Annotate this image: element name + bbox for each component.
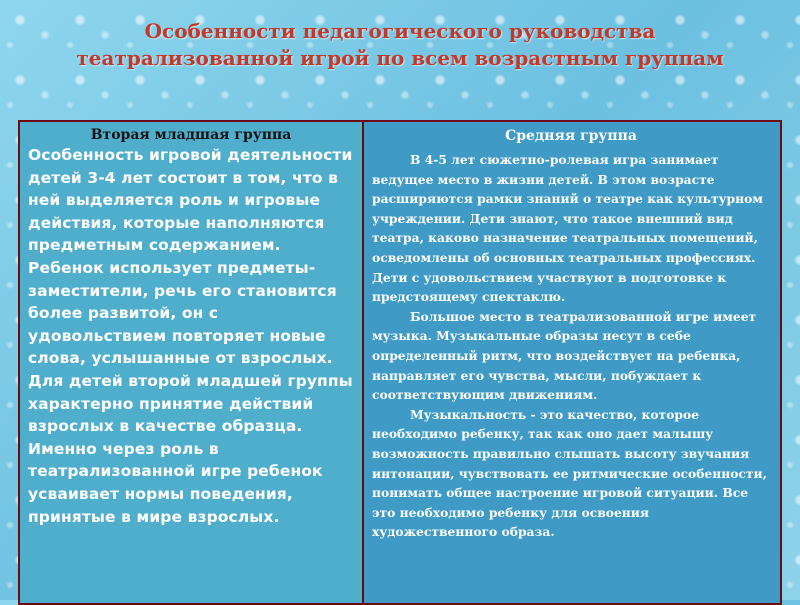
junior-group-description: Особенность игровой деятельности детей 3-4 лет состоит в том, что в ней выделяется роль и игровые действия, которые наполняются предметным содержанием. Ребенок использует предметы-заместители, речь его становится более развитой, он с удовольствием повторяет новые слова, услышанные от взрослых. Для детей второй младшей группы характерно принятие действий взрослых в качестве образца. Именно через роль в театрализованной игре ребенок усваивает нормы поведения, принятые в мире взрослых. xyxy=(28,146,353,526)
middle-group-paragraph-1: В 4-5 лет сюжетно-ролевая игра занимает ведущее место в жизни детей. В этом возрасте расширяются рамки знаний о театре как культурном учреждении. Дети знают, что такое внешний вид театра, каково назначение театральных помещений, осведомлены об основных театральных профессиях. Дети с удовольствием участвуют в подготовке к предстоящему спектаклю. xyxy=(372,152,763,305)
column-junior-group xyxy=(20,122,364,603)
middle-group-paragraph-2: Большое место в театрализованной игре имеет музыка. Музыкальные образы несут в себе определенный ритм, что воздействует на ребенка, направляет его чувства, мысли, побуждает к соответствующим движениям. xyxy=(372,308,757,403)
middle-group-description xyxy=(372,150,770,542)
middle-group-paragraph-3: Музыкальность - это качество, которое необходимо ребенку, так как оно дает малышу возможность правильно слышать высоту звучания интонации, чувствовать ее ритмические особенности, понимать общее настроение игровой ситуации. Все это необходимо ребенку для освоения художественного образа. xyxy=(372,406,767,540)
column-middle-group xyxy=(364,122,780,603)
column-header-junior-group: Вторая младшая группа xyxy=(90,127,292,143)
comparison-table xyxy=(18,120,782,605)
slide-title: Особенности педагогического руководства театрализованной игрой по всем возрастным группам xyxy=(76,19,724,70)
column-header-middle-group: Средняя группа xyxy=(505,128,637,144)
